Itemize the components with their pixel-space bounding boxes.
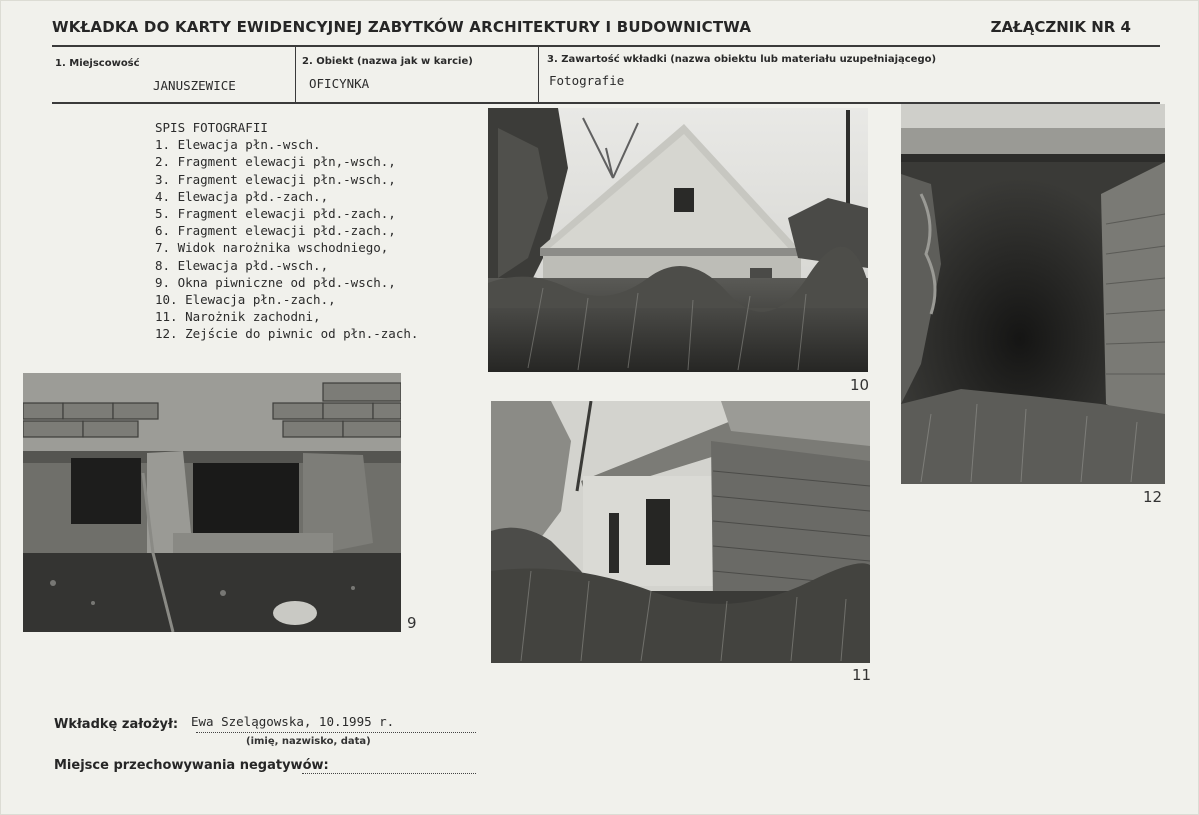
photo-list-item: 9. Okna piwniczne od płd.-wsch.,: [155, 274, 396, 290]
photo-list-item: 3. Fragment elewacji płn.-wsch.,: [155, 171, 396, 187]
negatives-dotted-line: [302, 773, 476, 774]
photo-11-western-corner: [491, 401, 870, 663]
field-separator-2: [538, 46, 539, 102]
field-separator-1: [295, 46, 296, 102]
photo-9-number: 9: [407, 614, 417, 632]
photo-list-item: 12. Zejście do piwnic od płn.-zach.: [155, 326, 419, 342]
attachment-number: ZAŁĄCZNIK NR 4: [990, 18, 1131, 36]
content-value: Fotografie: [549, 73, 625, 88]
photo-list-item: 2. Fragment elewacji płn,-wsch.,: [155, 154, 396, 170]
photo-11-number: 11: [852, 666, 872, 684]
locality-label: 1. Miejscowość: [55, 58, 140, 69]
photo-12-cellar-entrance: [901, 104, 1165, 484]
header-divider: [52, 45, 1160, 47]
object-value: OFICYNKA: [309, 76, 370, 91]
creator-value: Ewa Szelągowska, 10.1995 r.: [191, 714, 395, 729]
photo-list-item: 11. Narożnik zachodni,: [155, 309, 321, 325]
photo-list-item: 4. Elewacja płd.-zach.,: [155, 188, 329, 204]
photo-10-number: 10: [850, 376, 870, 394]
photo-12-number: 12: [1143, 488, 1163, 506]
photo-list-title: SPIS FOTOGRAFII: [155, 120, 268, 135]
creator-dotted-line: [196, 732, 476, 733]
photo-list: [155, 119, 418, 343]
photo-list-item: 7. Widok narożnika wschodniego,: [155, 240, 389, 256]
locality-value: JANUSZEWICE: [153, 78, 236, 93]
card-title: WKŁADKA DO KARTY EWIDENCYJNEJ ZABYTKÓW ARCHITEKTURY I BUDOWNICTWA: [52, 18, 752, 36]
content-label: 3. Zawartość wkładki (nazwa obiektu lub materiału uzupełniającego): [547, 54, 937, 65]
photo-list-item: 1. Elewacja płn.-wsch.: [155, 137, 321, 153]
photo-10-north-west-elevation: [488, 108, 868, 372]
photo-9-cellar-windows: [23, 373, 401, 632]
creator-hint: (imię, nazwisko, data): [246, 736, 371, 747]
photo-list-item: 8. Elewacja płd.-wsch.,: [155, 257, 329, 273]
photo-list-item: 5. Fragment elewacji płd.-zach.,: [155, 206, 396, 222]
photo-list-item: 10. Elewacja płn.-zach.,: [155, 292, 336, 308]
creator-label: Wkładkę założył:: [54, 717, 179, 732]
object-label: 2. Obiekt (nazwa jak w karcie): [302, 56, 473, 67]
photo-list-item: 6. Fragment elewacji płd.-zach.,: [155, 223, 396, 239]
negatives-label: Miejsce przechowywania negatywów:: [54, 758, 329, 773]
